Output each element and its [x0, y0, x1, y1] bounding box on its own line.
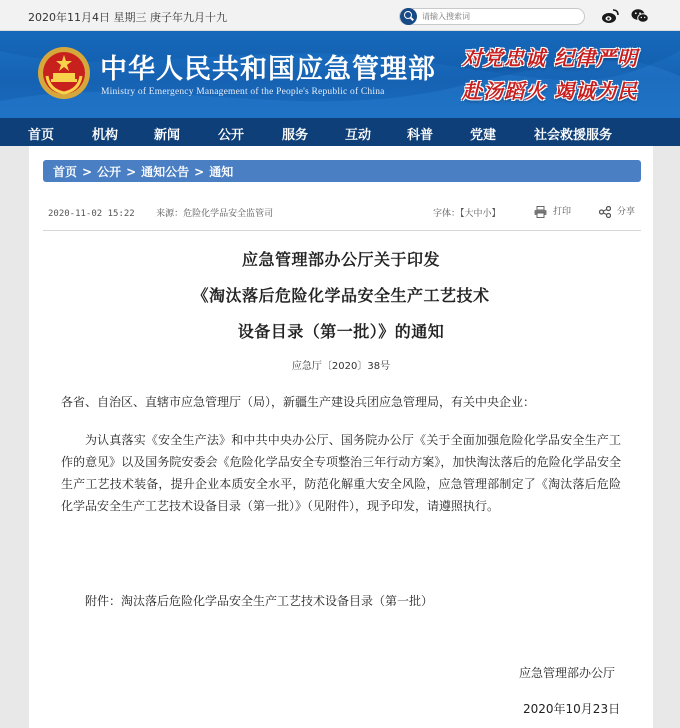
- article-addressees: 各省、自治区、直辖市应急管理厅（局），新疆生产建设兵团应急管理局，有关中央企业：: [61, 395, 536, 409]
- breadcrumb-public[interactable]: 公开: [97, 165, 122, 179]
- search-box[interactable]: [399, 8, 585, 25]
- breadcrumb-home[interactable]: 首页: [53, 165, 78, 179]
- wechat-icon[interactable]: [631, 8, 649, 24]
- share-label: 分享: [617, 207, 636, 217]
- article-body-paragraph: 为认真落实《安全生产法》和中共中央办公厅、国务院办公厅《关于全面加强危险化学品安全生产工作的意见》以及国务院安委会《危险化学品安全专项整治三年行动方案》，加快淘汰落后的危险化学品安全生产工艺技术装备，提升企业本质安全水平，防范化解重大安全风险，应急管理部制定了《淘汰落后危险化学品安全生产工艺技术设备目录（第一批）》（见附件），现予印发，请遵照执行。: [61, 433, 621, 513]
- main-navigation: [0, 118, 680, 146]
- current-date: 2020年11月4日 星期三 庚子年九月十九: [28, 11, 227, 24]
- site-header: [0, 31, 680, 118]
- font-size-control: [433, 206, 501, 219]
- article-source: 来源：危险化学品安全监管司: [156, 209, 274, 219]
- printer-icon: [534, 206, 547, 218]
- font-size-options[interactable]: 【大中小】: [460, 209, 501, 219]
- article-signature: 应急管理部办公厅: [519, 666, 616, 680]
- share-button[interactable]: [599, 204, 635, 218]
- breadcrumb-notice[interactable]: 通知: [209, 165, 234, 179]
- nav-item-social-rescue[interactable]: 社会救援服务: [534, 128, 613, 143]
- document-number: 应急厅〔2020〕38号: [291, 361, 391, 372]
- weibo-icon[interactable]: [601, 8, 619, 24]
- breadcrumb-announcements[interactable]: 通知公告: [141, 165, 190, 179]
- breadcrumb: [43, 160, 641, 182]
- nav-item-home[interactable]: 首页: [28, 128, 55, 143]
- nav-item-interaction[interactable]: 互动: [345, 128, 372, 143]
- breadcrumb-separator: >: [126, 165, 137, 179]
- top-bar: [0, 0, 680, 31]
- site-title[interactable]: 中华人民共和国应急管理部: [100, 54, 436, 85]
- article-attachment-link[interactable]: 附件：淘汰落后危险化学品安全生产工艺技术设备目录（第一批）: [85, 594, 434, 608]
- print-label: 打印: [553, 207, 572, 217]
- nav-item-institutions[interactable]: 机构: [92, 128, 119, 143]
- motto-line-1: 对党忠诚 纪律严明: [462, 46, 638, 70]
- article-title-line-1: 应急管理部办公厅关于印发: [241, 250, 440, 269]
- font-size-label: 字体：: [433, 209, 461, 219]
- article-container: [29, 146, 653, 728]
- article-sign-date: 2020年10月23日: [523, 702, 621, 716]
- site-subtitle-english: Ministry of Emergency Management of the People's Republic of China: [101, 87, 385, 97]
- print-button[interactable]: [534, 204, 571, 218]
- search-input[interactable]: [422, 10, 572, 23]
- nav-item-party[interactable]: 党建: [470, 128, 497, 143]
- search-icon[interactable]: [400, 8, 417, 25]
- article-meta: [48, 206, 273, 219]
- breadcrumb-separator: >: [82, 165, 93, 179]
- meta-divider: [43, 230, 641, 231]
- national-emblem-icon: [37, 46, 91, 100]
- nav-item-news[interactable]: 新闻: [154, 128, 181, 143]
- article-title-line-2: 《淘汰落后危险化学品安全生产工艺技术: [192, 286, 490, 305]
- breadcrumb-separator: >: [194, 165, 205, 179]
- share-icon: [599, 206, 611, 218]
- motto-line-2: 赴汤蹈火 竭诚为民: [462, 79, 638, 103]
- article-title-line-3: 设备目录（第一批）》的通知: [237, 322, 445, 341]
- nav-item-public[interactable]: 公开: [218, 128, 245, 143]
- nav-item-services[interactable]: 服务: [282, 128, 309, 143]
- publish-datetime: 2020-11-02 15:22: [48, 209, 135, 219]
- nav-item-science[interactable]: 科普: [407, 128, 434, 143]
